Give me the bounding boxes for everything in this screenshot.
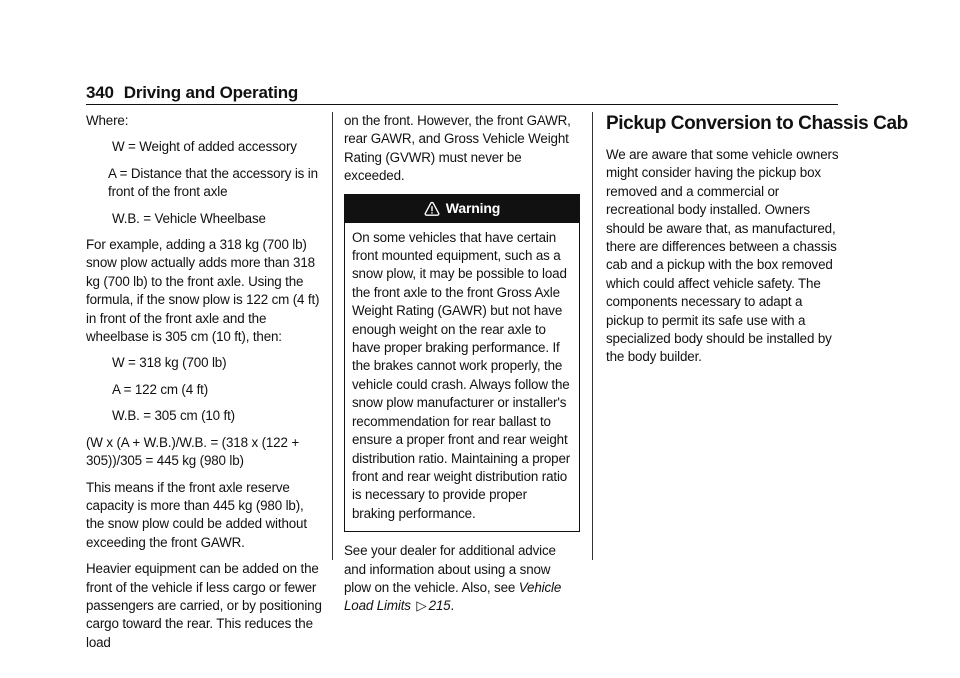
xref-page-number[interactable]: 215	[428, 598, 451, 614]
continued-paragraph: on the front. However, the front GAWR, rear GAWR, and Gross Vehicle Weight Rating (GVWR) must never be exceeded.	[344, 113, 571, 184]
dealer-text: See your dealer for additional advice and information about using a snow plow on the vehicle. Also, see	[344, 543, 556, 595]
column-3	[606, 112, 908, 375]
where-label: Where:	[86, 113, 129, 128]
column-1	[86, 112, 322, 660]
definition-wb: W.B. = Vehicle Wheelbase	[112, 210, 266, 226]
header-rule	[86, 104, 838, 105]
example-paragraph: For example, adding a 318 kg (700 lb) snow plow actually adds more than 318 kg (700 lb) to the front axle. Using the formula, if the snow plow is 122 cm (4 ft) in front of the front axle and the wheelbase is 305 cm (10 ft), then:	[86, 237, 320, 345]
section-heading: Pickup Conversion to Chassis Cab	[606, 113, 908, 134]
definition-w: W = Weight of added accessory	[112, 139, 297, 155]
definition-a: A = Distance that the accessory is in front of the front axle	[108, 165, 318, 200]
means-paragraph: This means if the front axle reserve capacity is more than 445 kg (980 lb), the snow plow could be added without exceeding the front GAWR.	[86, 479, 307, 550]
warning-title: Warning	[445, 200, 501, 217]
page-number: 340	[86, 83, 114, 102]
pickup-conversion-paragraph: We are aware that some vehicle owners might consider having the pickup box removed and a commercial or recreational body installed. Owners should be aware that, as manufactured, there are differences between a chassis cab and a pickup with the box removed which could affect vehicle safety. The components necessary to adapt a pickup to permit its safe use with a specialized body should be installed by the body builder.	[606, 147, 839, 365]
dealer-paragraph	[344, 542, 580, 616]
column-divider	[592, 112, 593, 560]
warning-icon	[424, 201, 440, 217]
page-header	[86, 82, 838, 105]
header-line	[86, 82, 838, 104]
value-wb: W.B. = 305 cm (10 ft)	[112, 408, 235, 424]
formula-paragraph: (W x (A + W.B.)/W.B. = (318 x (122 + 305))/305 = 445 kg (980 lb)	[86, 434, 300, 469]
section-title-header: Driving and Operating	[123, 83, 299, 102]
xref-link-vehicle-load-limits[interactable]: Vehicle Load Limits	[344, 579, 562, 614]
xref-end: .	[450, 598, 455, 614]
warning-body: On some vehicles that have certain front mounted equipment, such as a snow plow, it may be possible to load the front axle to the front Gross Axle Weight Rating (GAWR) but not have enough weight on the rear axle to have proper braking performance. If the brakes cannot work properly, the vehicle could crash. Always follow the snow plow manufacturer or installer's recommendation for rear ballast to ensure a proper front and rear weight distribution ratio. Maintaining a proper front and rear weight distribution ratio is necessary to provide proper braking performance.	[352, 229, 571, 521]
page-reference-icon: ▷	[416, 598, 427, 614]
heavier-paragraph: Heavier equipment can be added on the front of the vehicle if less cargo or fewer passengers are carried, or by positioning cargo toward the rear. This reduces the load	[86, 561, 322, 650]
column-divider	[332, 112, 333, 560]
value-w: W = 318 kg (700 lb)	[112, 355, 227, 371]
warning-header	[345, 195, 579, 223]
warning-box	[344, 194, 580, 533]
column-2	[344, 112, 580, 624]
value-a: A = 122 cm (4 ft)	[112, 381, 209, 397]
